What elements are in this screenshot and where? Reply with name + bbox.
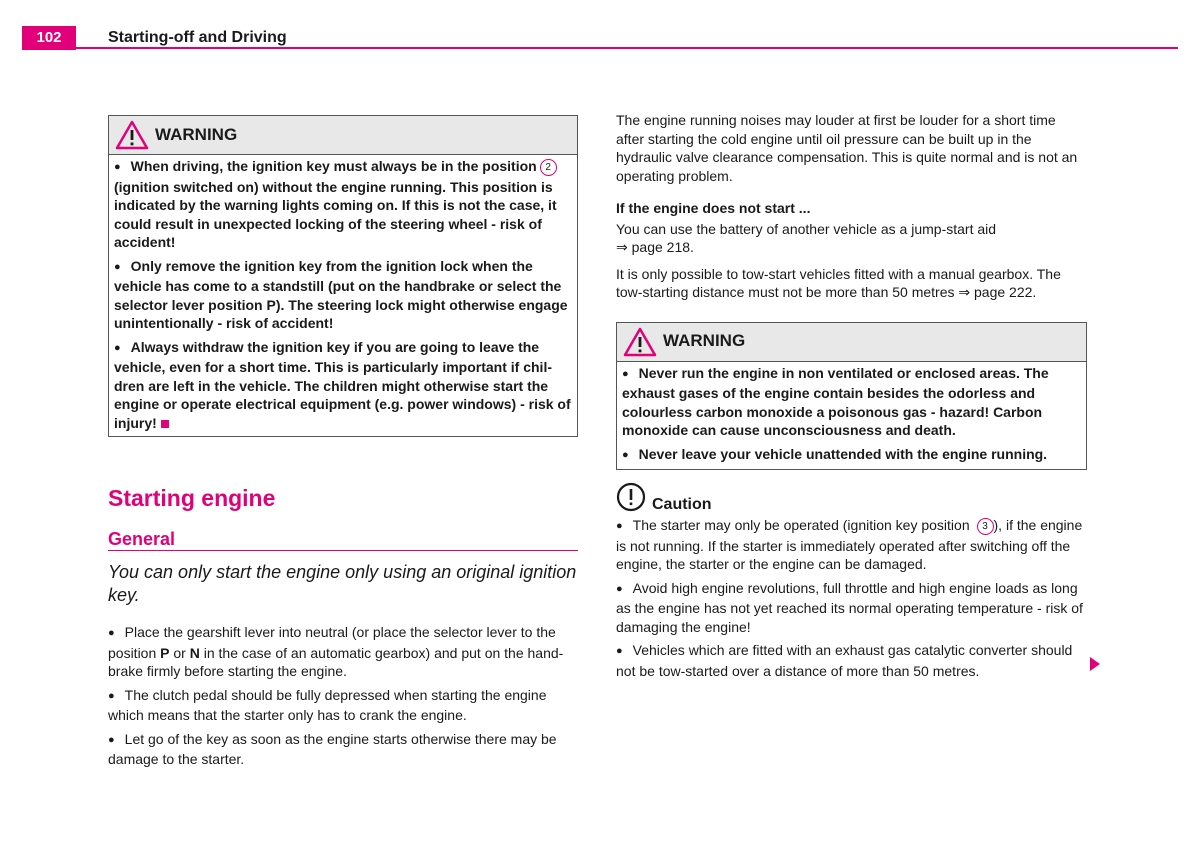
caution-item-text: Vehicles which are fitted with an exhaust gas catalytic converter should not be tow-started over a distance of more than 50 metres.: [616, 642, 1073, 679]
list-item-text: in the case of an automatic gearbox) and put on the hand-brake firmly before starting the engine.: [108, 644, 564, 679]
paragraph: It is only possible to tow-start vehicles fitted with a manual gearbox. The tow-starting distance must not be more than 50 metres ⇒ page 222.: [616, 265, 1061, 300]
subsection-title: General: [108, 530, 578, 552]
caution-exclamation-icon: [616, 482, 646, 512]
paragraph-text: You can use the battery of another vehicle as a jump-start aid: [616, 220, 997, 237]
caution-item-text: Avoid high engine revolutions, full throttle and high engine loads as long as the engine has not yet reached its normal operating temperature - risk of damaging the engine!: [616, 579, 1083, 635]
caution-label: Caution: [652, 495, 712, 513]
warning-item-text: When driving, the ignition key must always be in the position: [130, 158, 537, 174]
warning-item: [114, 157, 571, 252]
warning-item-text: Only remove the ignition key from the ignition lock when the vehicle has come to a standstill (put on the handbrake or select the selector lever position P). The steering lock might otherwise engage unintentionally - risk of accident!: [114, 257, 568, 331]
warning-header: [617, 323, 1086, 362]
continue-arrow-icon: [1090, 657, 1100, 671]
caution-body: [616, 516, 1087, 680]
warning-triangle-icon: [623, 327, 657, 357]
header-rule: [22, 47, 1178, 49]
warning-body: [109, 155, 577, 436]
warning-label: WARNING: [663, 331, 746, 351]
right-column: [616, 111, 1087, 685]
caution-item-text: The starter may only be operated (ignition key position: [632, 517, 970, 533]
warning-label: WARNING: [155, 124, 238, 144]
warning-header: [109, 116, 577, 155]
intro-text: You can only start the engine only using an original ignition key.: [108, 562, 577, 605]
page-number: 102: [22, 26, 76, 50]
warning-item-text: Never run the engine in non ventilated or enclosed areas. The exhaust gases of the engine contain besides the odorless and colourless carbon monoxide a poisonous gas - hazard! Carbon monoxide can cause unconsciousness and death.: [622, 364, 1049, 438]
list-item-emphasis: P: [160, 644, 170, 661]
list-item: [108, 623, 578, 681]
warning-box-ignition: [108, 115, 578, 437]
list-item-emphasis: N: [189, 644, 200, 661]
page-section-title: Starting-off and Driving: [108, 29, 287, 46]
section-title: Starting engine: [108, 485, 276, 511]
caution-item-text: ), if the engine is not running. If the starter is immediately operated after switching off the engine, the starter or the engine can be damaged.: [616, 517, 1083, 572]
warning-item: [622, 445, 1080, 466]
warning-item-text: (ignition switched on) without the engine running. This position is indicated by the warning lights coming on. If this is not the case, it could result in unexpected locking of the steering wheel - risk of accident!: [114, 178, 557, 250]
list-item: [108, 686, 578, 725]
paragraph: [616, 220, 1087, 257]
list-item-text: or: [169, 644, 190, 661]
left-column: [108, 115, 578, 774]
warning-item-text: Always withdraw the ignition key if you are going to leave the vehicle, even for a short time. This is particularly important if chil-dren are left in the vehicle. The children might otherwise start the engine or operate electrical equipment (e.g. power windows) - risk of injury!: [114, 338, 571, 431]
warning-item-text: Never leave your vehicle unattended with the engine running.: [638, 445, 1048, 462]
position-marker: 2: [540, 159, 557, 176]
warning-item: [114, 338, 571, 433]
paragraph: The engine running noises may louder at first be louder for a short time after starting the cold engine until oil pressure can be built up in the hydraulic valve clearance compensation. This is quite normal and is not an operating problem.: [616, 112, 1078, 184]
list-item: [108, 730, 578, 769]
caution-item: [616, 516, 1087, 574]
list-item-text: Place the gearshift lever into neutral (or place the selector lever to the position: [108, 624, 556, 661]
end-of-section-mark: [161, 420, 169, 428]
list-item-text: The clutch pedal should be fully depressed when starting the engine which means that the starter only has to crank the engine.: [108, 686, 547, 723]
caution-header: [616, 482, 1087, 512]
warning-body: [617, 362, 1086, 470]
caution-item: [616, 579, 1087, 637]
warning-box-exhaust: [616, 322, 1087, 471]
warning-item: [114, 257, 571, 333]
position-marker: 3: [977, 518, 994, 535]
list-item-text: Let go of the key as soon as the engine starts otherwise there may be damage to the starter.: [108, 730, 557, 767]
page-reference-link[interactable]: ⇒ page 218.: [616, 239, 694, 255]
warning-triangle-icon: [115, 120, 149, 150]
warning-item: [622, 364, 1080, 440]
caution-item: [616, 641, 1087, 680]
subheading: If the engine does not start ...: [616, 200, 811, 216]
